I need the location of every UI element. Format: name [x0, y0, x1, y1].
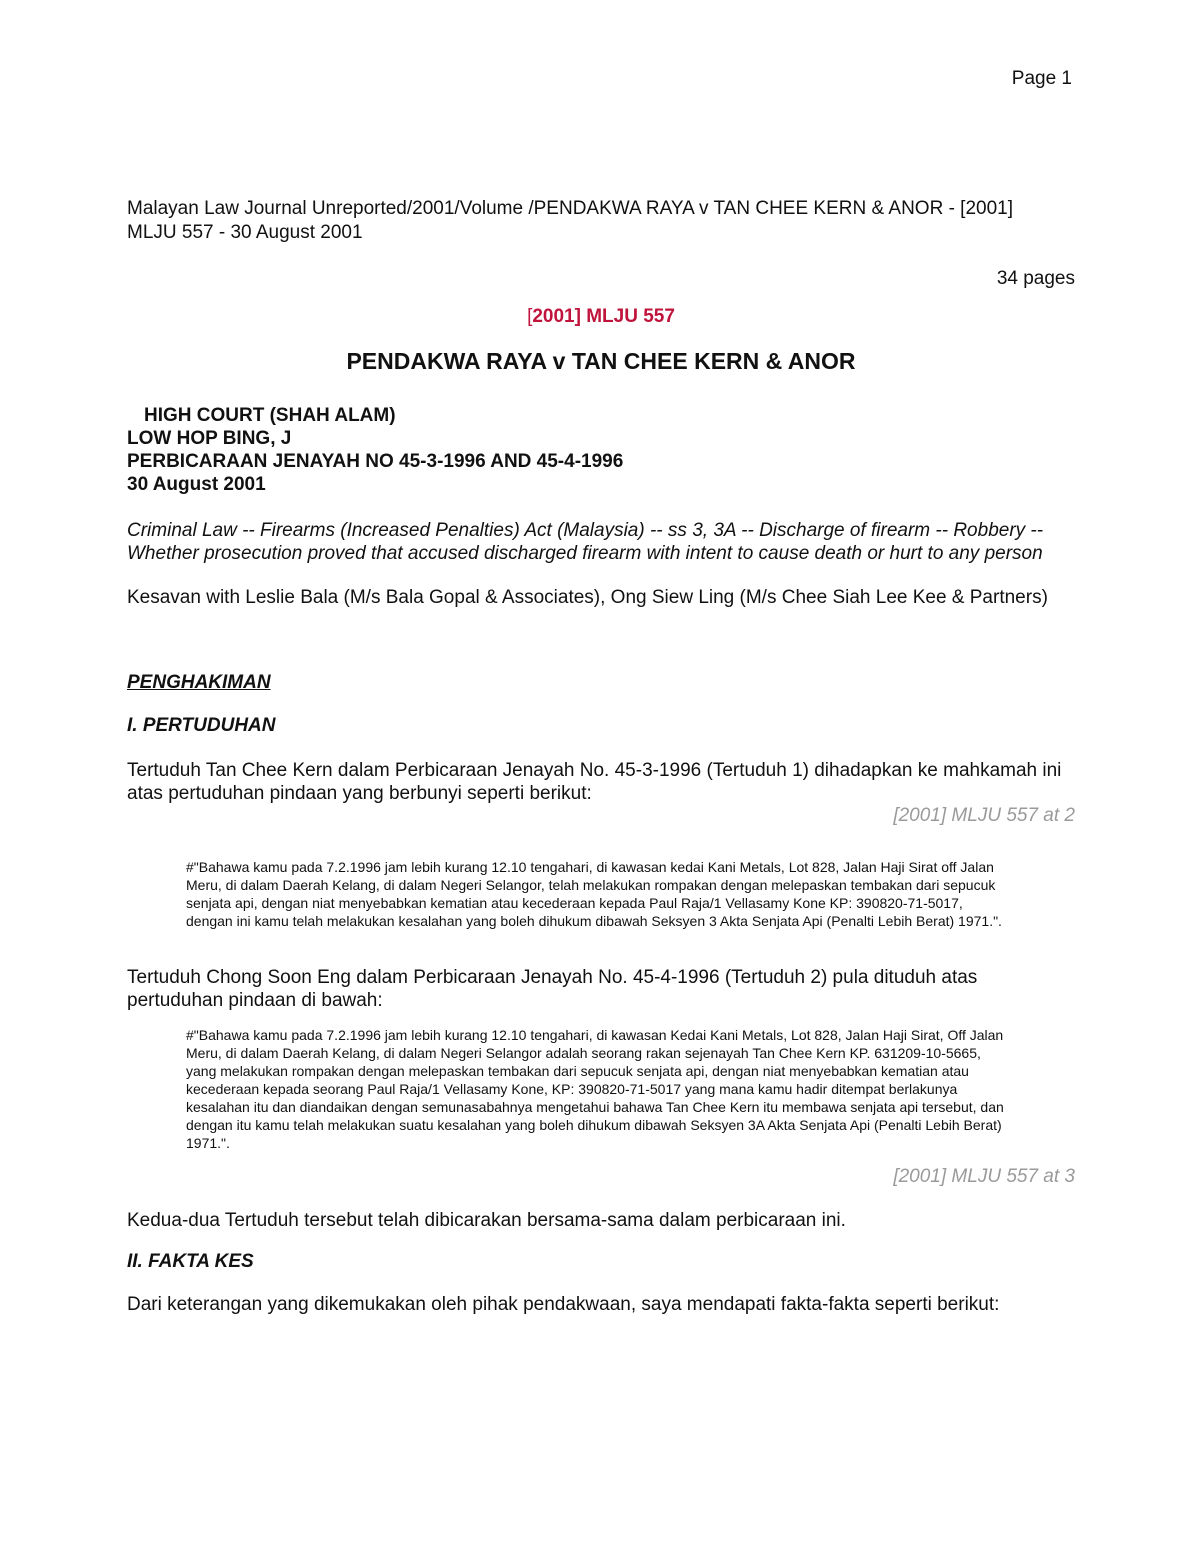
heading-charge: I. PERTUDUHAN: [127, 715, 276, 736]
citation-line-2: MLJU 557 - 30 August 2001: [127, 222, 363, 243]
mlju-year-link[interactable]: 2001: [532, 306, 575, 327]
heading-facts: II. FAKTA KES: [127, 1251, 254, 1272]
case-title: PENDAKWA RAYA v TAN CHEE KERN & ANOR: [346, 348, 856, 374]
paragraph-4: Dari keterangan yang dikemukakan oleh pihak pendakwaan, saya mendapati fakta-fakta seperti berikut:: [127, 1294, 1000, 1315]
court-block: [127, 404, 1075, 496]
judge-name: LOW HOP BING, J: [127, 428, 292, 449]
pages-count: 34 pages: [996, 268, 1075, 289]
mlju-rest: ] MLJU 557: [574, 306, 675, 327]
mlju-citation: [127, 306, 1075, 328]
pin-cite-3: [2001] MLJU 557 at 3: [893, 1166, 1075, 1187]
heading-judgment: PENGHAKIMAN: [127, 672, 271, 693]
mlju-open-bracket: [: [527, 306, 533, 327]
citation-line-1: Malayan Law Journal Unreported/2001/Volume /PENDAKWA RAYA v TAN CHEE KERN & ANOR - [2001]: [127, 198, 1013, 219]
document-content: [127, 197, 1075, 1316]
paragraph-3: Kedua-dua Tertuduh tersebut telah dibicarakan bersama-sama dalam perbicaraan ini.: [127, 1210, 846, 1231]
counsel: Kesavan with Leslie Bala (M/s Bala Gopal & Associates), Ong Siew Ling (M/s Chee Siah Lee Kee & Partners): [127, 587, 1048, 608]
decision-date: 30 August 2001: [127, 474, 266, 495]
catchwords: Criminal Law -- Firearms (Increased Penalties) Act (Malaysia) -- ss 3, 3A -- Discharge of firearm -- Robbery -- Whether prosecution proved that accused discharged firearm with intent to cause death or hurt to any person: [127, 520, 1044, 564]
paragraph-2: Tertuduh Chong Soon Eng dalam Perbicaraan Jenayah No. 45-4-1996 (Tertuduh 2) pula dituduh atas pertuduhan pindaan di bawah:: [127, 967, 978, 1011]
pin-cite-2: [2001] MLJU 557 at 2: [893, 805, 1075, 826]
charge-quote-2: #"Bahawa kamu pada 7.2.1996 jam lebih kurang 12.10 tengahari, di kawasan Kedai Kani Metals, Lot 828, Jalan Haji Sirat, Off Jalan Meru, di dalam Daerah Kelang, di dalam Negeri Selangor adalah seorang rakan sejenayah Tan Chee Kern KP. 631209-10-5665, yang melakukan rompakan dengan melepaskan tembakan dari sepucuk senjata api, dengan niat menyebabkan kematian atau kecederaan kepada seorang Paul Raja/1 Vellasamy Kone, KP: 390820-71-5017 yang mana kamu hadir ditempat berlakunya kesalahan itu dan diandaikan dengan semunasabahnya mengetahui bahawa Tan Chee Kern itu membawa senjata api tersebut, dan dengan itu kamu telah melakukan suatu kesalahan yang boleh dihukum dibawah Seksyen 3A Akta Senjata Api (Penalti Lebih Berat) 1971.".: [186, 1027, 1004, 1151]
page-number: Page 1: [1011, 68, 1072, 89]
charge-quote-1: #"Bahawa kamu pada 7.2.1996 jam lebih kurang 12.10 tengahari, di kawasan kedai Kani Metals, Lot 828, Jalan Haji Sirat off Jalan Meru, di dalam Daerah Kelang, di dalam Negeri Selangor, telah melakukan rompakan dengan melepaskan tembakan dari sepucuk senjata api, dengan niat menyebabkan kematian atau kecederaan kepada Paul Raja/1 Vellasamy Kone KP: 390820-71-5017, dengan ini kamu telah melakukan kesalahan yang boleh dihukum dibawah Seksyen 3 Akta Senjata Api (Penalti Lebih Berat) 1971.".: [186, 859, 1002, 929]
case-number: PERBICARAAN JENAYAH NO 45-3-1996 AND 45-4-1996: [127, 451, 624, 472]
paragraph-1: Tertuduh Tan Chee Kern dalam Perbicaraan Jenayah No. 45-3-1996 (Tertuduh 1) dihadapkan ke mahkamah ini atas pertuduhan pindaan yang berbunyi seperti berikut:: [127, 760, 1062, 804]
court-name: HIGH COURT (SHAH ALAM): [144, 405, 396, 426]
